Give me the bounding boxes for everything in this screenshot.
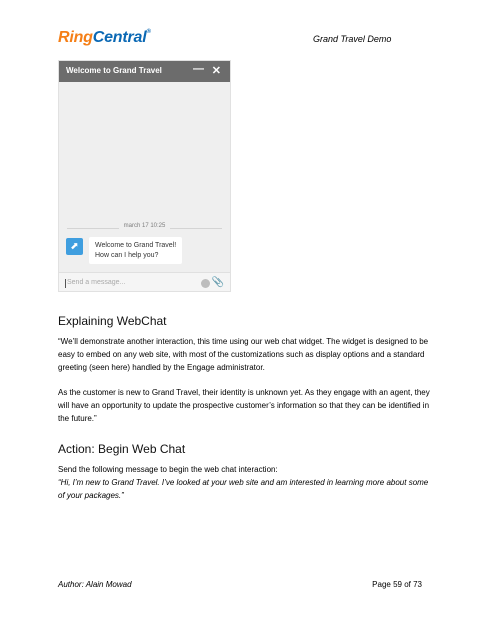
footer-page-number: Page 59 of 73 xyxy=(372,580,422,589)
emoji-icon[interactable] xyxy=(201,279,210,288)
message-input-placeholder[interactable]: Send a message... xyxy=(67,279,126,286)
action-begin-web-chat-heading: Action: Begin Web Chat xyxy=(58,442,186,456)
agent-avatar-icon: ⬈ xyxy=(66,238,83,255)
text-caret xyxy=(65,279,66,288)
chat-widget-title: Welcome to Grand Travel xyxy=(66,66,162,75)
chat-date-divider xyxy=(59,223,230,233)
attachment-icon[interactable]: 📎 xyxy=(211,277,224,288)
chat-message-line-2: How can I help you? xyxy=(95,252,159,259)
message-input-bar[interactable] xyxy=(59,272,230,292)
document-title: Grand Travel Demo xyxy=(313,34,392,44)
footer-author: Author: Alain Mowad xyxy=(58,580,132,589)
logo-ring-text: Ring xyxy=(58,29,93,46)
logo-trademark: ® xyxy=(146,29,151,35)
close-icon[interactable]: ✕ xyxy=(211,65,221,77)
explain-paragraph-2: As the customer is new to Grand Travel, their identity is unknown yet. As they engage with an agent, they will have an opportunity to update the prospective customer’s information so that they can be identified in the future.” xyxy=(58,388,430,423)
explain-paragraph-1: “We’ll demonstrate another interaction, this time using our web chat widget. The widget is designed to be easy to embed on any web site, with most of the customizations such as display options and a standard greeting (seen here) handled by the Engage administrator. xyxy=(58,337,429,372)
chat-widget-header xyxy=(59,61,230,82)
action-instruction: Send the following message to begin the web chat interaction: xyxy=(58,465,278,474)
chat-date: march 17 10:25 xyxy=(123,223,166,229)
minimize-icon[interactable]: — xyxy=(193,63,204,75)
chat-widget xyxy=(58,60,231,292)
action-message-text: “Hi, I’m new to Grand Travel. I’ve looked at your web site and am interested in learning more about some of your packages.” xyxy=(58,478,429,500)
explaining-webchat-heading: Explaining WebChat xyxy=(58,314,167,328)
logo-central-text: Central xyxy=(92,29,147,46)
chat-message-bubble xyxy=(89,237,182,264)
chat-message-line-1: Welcome to Grand Travel! xyxy=(95,242,177,249)
divider-line-right xyxy=(170,228,222,229)
ringcentral-logo xyxy=(58,29,151,47)
